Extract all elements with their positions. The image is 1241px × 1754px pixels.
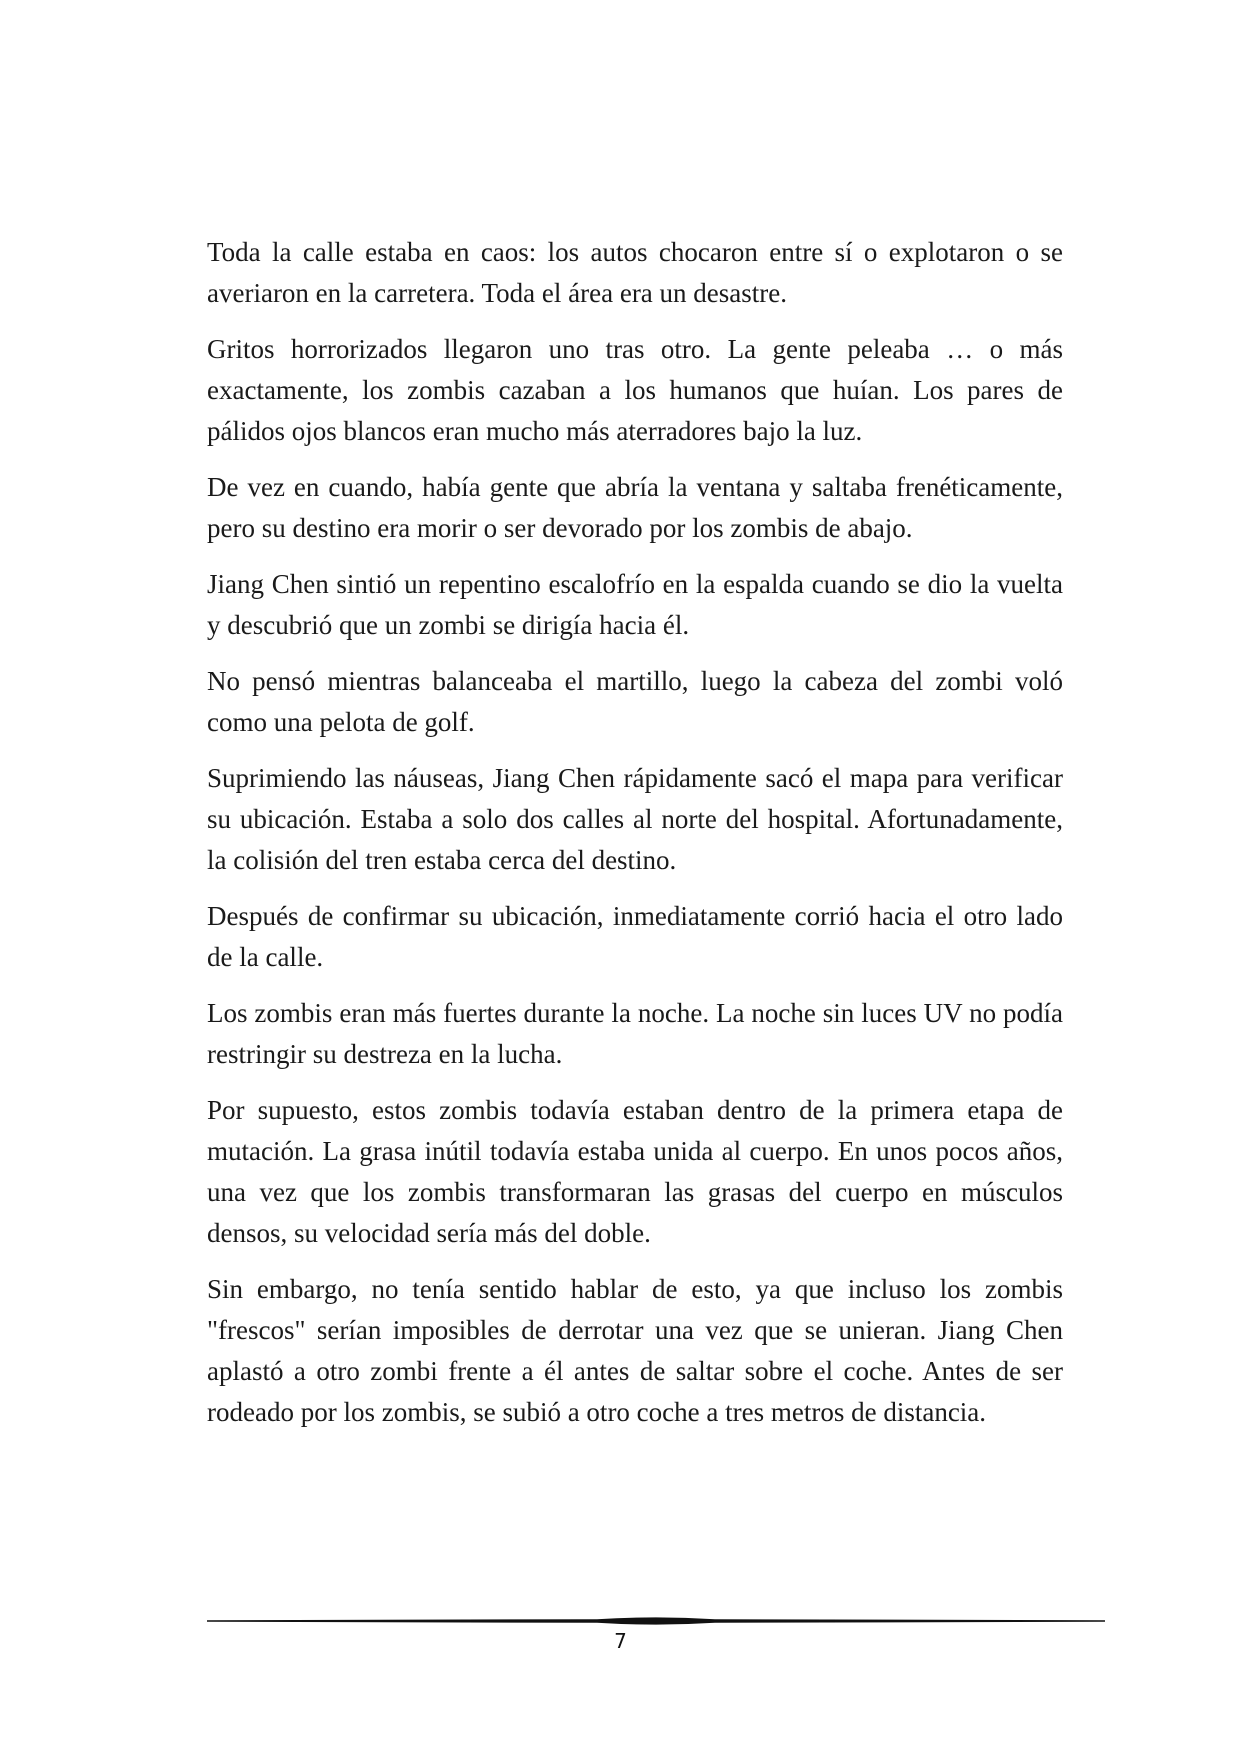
paragraph: Los zombis eran más fuertes durante la noche. La noche sin luces UV no podía restringir su destreza en la lucha.: [207, 998, 1063, 1069]
paragraph: Gritos horrorizados llegaron uno tras otro. La gente peleaba … o más exactamente, los zombis cazaban a los humanos que huían. Los pares de pálidos ojos blancos eran mucho más aterradores bajo la luz.: [207, 334, 1063, 446]
paragraph: Por supuesto, estos zombis todavía estaban dentro de la primera etapa de mutación. La grasa inútil todavía estaba unida al cuerpo. En unos pocos años, una vez que los zombis transformaran las grasas del cuerpo en músculos densos, su velocidad sería más del doble.: [207, 1095, 1063, 1248]
paragraph: Después de confirmar su ubicación, inmediatamente corrió hacia el otro lado de la calle.: [207, 901, 1063, 972]
paragraph: Sin embargo, no tenía sentido hablar de esto, ya que incluso los zombis "frescos" serían imposibles de derrotar una vez que se unieran. Jiang Chen aplastó a otro zombi frente a él antes de saltar sobre el coche. Antes de ser rodeado por los zombis, se subió a otro coche a tres metros de distancia.: [207, 1274, 1063, 1427]
footer-divider: [207, 1614, 1105, 1628]
paragraph: Suprimiendo las náuseas, Jiang Chen rápidamente sacó el mapa para verificar su ubicación. Estaba a solo dos calles al norte del hospital. Afortunadamente, la colisión del tren estaba cerca del destino.: [207, 763, 1063, 875]
page-number: 7: [614, 1629, 627, 1653]
paragraph: Toda la calle estaba en caos: los autos chocaron entre sí o explotaron o se averiaron en la carretera. Toda el área era un desastre.: [207, 237, 1063, 308]
paragraph: Jiang Chen sintió un repentino escalofrío en la espalda cuando se dio la vuelta y descubrió que un zombi se dirigía hacia él.: [207, 569, 1063, 640]
paragraph: De vez en cuando, había gente que abría la ventana y saltaba frenéticamente, pero su destino era morir o ser devorado por los zombis de abajo.: [207, 472, 1063, 543]
paragraph: No pensó mientras balanceaba el martillo, luego la cabeza del zombi voló como una pelota de golf.: [207, 666, 1063, 737]
body-text: [207, 232, 1063, 1448]
